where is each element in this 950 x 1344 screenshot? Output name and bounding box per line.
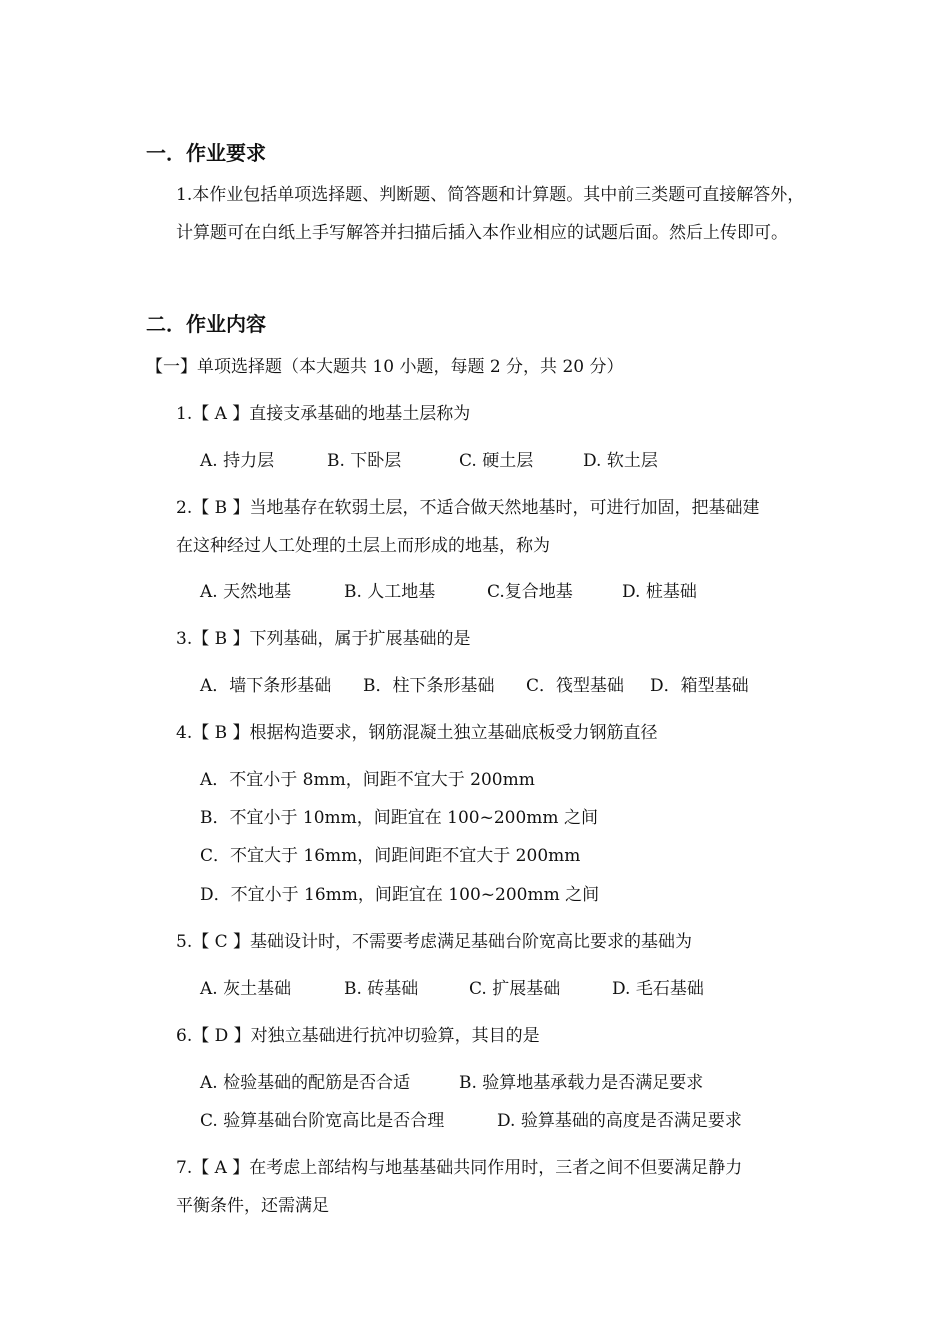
question-6-option-c: C. 验算基础台阶宽高比是否合理 <box>200 1111 445 1131</box>
question-3-option-a: A．墙下条形基础 <box>200 676 332 696</box>
question-6-option-b: B. 验算地基承载力是否满足要求 <box>459 1073 704 1093</box>
question-4-option-c: C．不宜大于 16mm，间距间距不宜大于 200mm <box>200 846 581 866</box>
part-header-single-choice: 【一】单项选择题（本大题共 10 小题，每题 2 分，共 20 分） <box>146 357 624 377</box>
question-1-option-d: D. 软土层 <box>583 451 658 471</box>
question-4-option-b: B．不宜小于 10mm，间距宜在 100~200mm 之间 <box>200 808 598 828</box>
question-2-stem-line1: 2.【 B 】当地基存在软弱土层，不适合做天然地基时，可进行加固，把基础建 <box>176 498 760 518</box>
question-4-stem: 4.【 B 】根据构造要求，钢筋混凝土独立基础底板受力钢筋直径 <box>176 723 658 743</box>
question-5-stem: 5.【 C 】基础设计时，不需要考虑满足基础台阶宽高比要求的基础为 <box>176 932 693 952</box>
question-2-option-c: C.复合地基 <box>487 582 573 602</box>
question-3-option-b: B．柱下条形基础 <box>363 676 495 696</box>
question-3-option-d: D．箱型基础 <box>650 676 749 696</box>
question-6-stem: 6.【 D 】对独立基础进行抗冲切验算，其目的是 <box>176 1026 540 1046</box>
question-6-option-d: D. 验算基础的高度是否满足要求 <box>497 1111 742 1131</box>
question-1-option-b: B. 下卧层 <box>327 451 402 471</box>
question-5-option-d: D. 毛石基础 <box>612 979 704 999</box>
question-2-option-b: B. 人工地基 <box>344 582 436 602</box>
section-title-requirements: 一．作业要求 <box>146 141 266 165</box>
question-4-option-a: A．不宜小于 8mm，间距不宜大于 200mm <box>200 770 535 790</box>
question-1-stem: 1.【 A 】直接支承基础的地基土层称为 <box>176 404 471 424</box>
question-7-stem-line2: 平衡条件，还需满足 <box>176 1196 329 1216</box>
question-5-option-a: A. 灰土基础 <box>200 979 292 999</box>
question-6-option-a: A. 检验基础的配筋是否合适 <box>200 1073 411 1093</box>
section-title-content: 二．作业内容 <box>146 312 266 336</box>
question-7-stem-line1: 7.【 A 】在考虑上部结构与地基基础共同作用时，三者之间不但要满足静力 <box>176 1158 743 1178</box>
question-5-option-b: B. 砖基础 <box>344 979 419 999</box>
requirements-paragraph: 1.本作业包括单项选择题、判断题、简答题和计算题。其中前三类题可直接解答外，计算题可在白纸上手写解答并扫描后插入本作业相应的试题后面。然后上传即可。 <box>176 185 805 243</box>
question-1-option-a: A. 持力层 <box>200 451 275 471</box>
question-1-option-c: C. 硬土层 <box>459 451 534 471</box>
question-3-option-c: C．筏型基础 <box>526 676 625 696</box>
question-2-option-d: D. 桩基础 <box>622 582 697 602</box>
question-2-option-a: A. 天然地基 <box>200 582 292 602</box>
question-5-option-c: C. 扩展基础 <box>469 979 561 999</box>
question-3-stem: 3.【 B 】下列基础，属于扩展基础的是 <box>176 629 471 649</box>
question-4-option-d: D．不宜小于 16mm，间距宜在 100~200mm 之间 <box>200 885 600 905</box>
question-2-stem-line2: 在这种经过人工处理的土层上而形成的地基，称为 <box>176 536 550 556</box>
